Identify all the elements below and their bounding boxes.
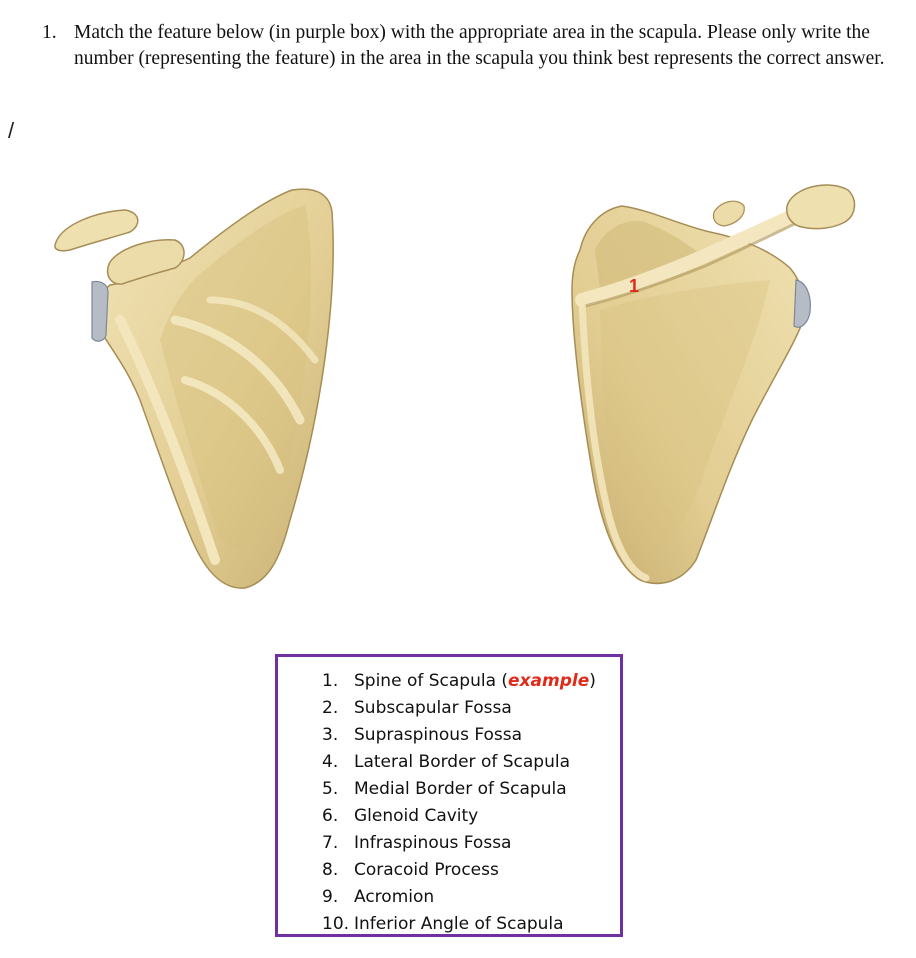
feature-item [322, 911, 620, 938]
stray-mark: / [8, 118, 15, 143]
feature-item [322, 830, 620, 857]
question-text: Match the feature below (in purple box) with the appropriate area in the scapula. Please only write the number (representing the feature) in the area in the scapula you think best represents the correct answer. [74, 22, 885, 69]
feature-index: 5. [322, 779, 339, 799]
scapula-anterior-view [55, 189, 333, 588]
glenoid-cavity-left [92, 281, 108, 341]
feature-item [322, 857, 620, 884]
feature-label: Medial Border of Scapula [354, 779, 567, 799]
feature-label: Lateral Border of Scapula [354, 752, 570, 772]
feature-index: 6. [322, 806, 339, 826]
feature-index: 9. [322, 887, 339, 907]
feature-label: Supraspinous Fossa [354, 725, 523, 745]
feature-index: 10. [322, 914, 350, 934]
feature-list-box [275, 654, 623, 937]
scapula-figure [0, 170, 916, 610]
feature-label: Spine of Scapula [354, 671, 496, 691]
feature-index: 4. [322, 752, 339, 772]
feature-index: 3. [322, 725, 339, 745]
feature-item [322, 749, 620, 776]
feature-item [322, 695, 620, 722]
acromion-right [787, 185, 855, 229]
feature-index: 1. [322, 671, 339, 691]
feature-item [322, 776, 620, 803]
feature-label: Glenoid Cavity [354, 806, 479, 826]
example-marker-label: 1 [629, 276, 640, 296]
feature-index: 7. [322, 833, 339, 853]
feature-item [322, 803, 620, 830]
feature-label: Infraspinous Fossa [354, 833, 512, 853]
feature-index: 8. [322, 860, 339, 880]
feature-index: 2. [322, 698, 339, 718]
coracoid-tip-right [713, 201, 744, 226]
feature-label: Subscapular Fossa [354, 698, 512, 718]
feature-label: Inferior Angle of Scapula [354, 914, 564, 934]
acromion-left [55, 210, 138, 251]
question-number: 1. [42, 22, 57, 43]
feature-item [322, 722, 620, 749]
scapula-posterior-view [572, 185, 854, 583]
feature-item: 1. Spine of Scapula (example) [322, 668, 620, 695]
feature-label: Acromion [354, 887, 435, 907]
feature-label: Coracoid Process [354, 860, 499, 880]
feature-item [322, 884, 620, 911]
question [42, 20, 902, 72]
example-note: example [508, 671, 590, 691]
glenoid-cavity-right [794, 280, 810, 327]
feature-list [322, 668, 620, 938]
